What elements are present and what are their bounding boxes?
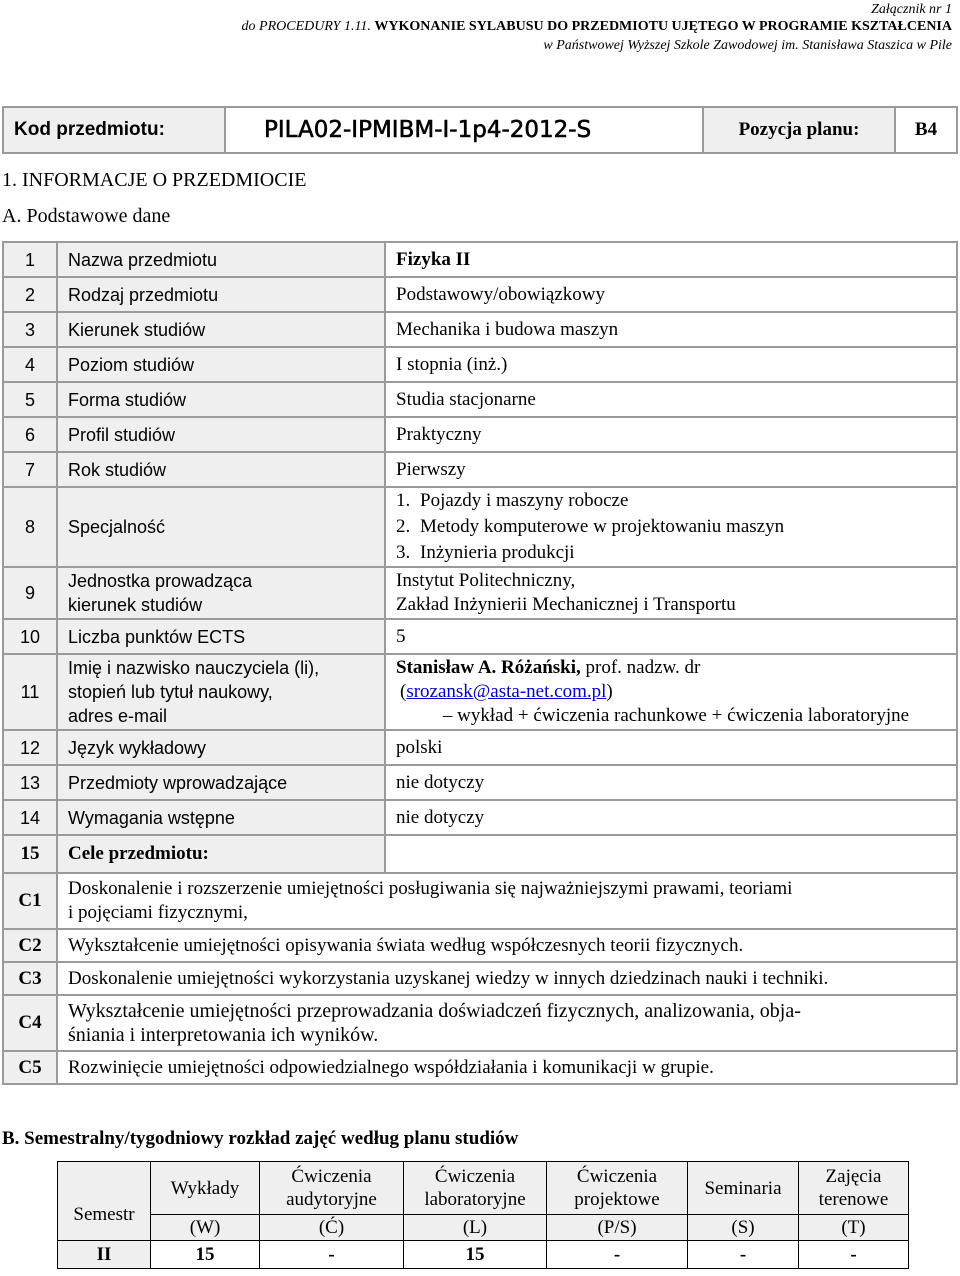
goal-row	[3, 995, 957, 1051]
list-item	[396, 488, 956, 514]
table-row	[3, 347, 957, 382]
course-code-value: PILA02-IPMIBM-I-1p4-2012-S	[225, 107, 703, 153]
table-row	[3, 312, 957, 347]
label-line: Imię i nazwisko nauczyciela (li),	[68, 658, 320, 678]
teacher-role: – wykład + ćwiczenia rachunkowe + ćwiczenia laboratoryjne	[442, 705, 910, 726]
row-value: nie dotyczy	[385, 800, 957, 835]
label-line: Jednostka prowadząca	[68, 571, 253, 591]
goal-text: Rozwinięcie umiejętności odpowiedzialnego współdziałania i komunikacji w grupie.	[57, 1051, 957, 1084]
table-row	[3, 800, 957, 835]
section-1-title: 1. INFORMACJE O PRZEDMIOCIE	[2, 169, 307, 191]
column-header	[404, 1162, 547, 1215]
abbrev-cell: (S)	[688, 1215, 799, 1241]
row-number: 4	[3, 347, 57, 382]
table-row	[3, 417, 957, 452]
row-label: Przedmioty wprowadzające	[57, 765, 385, 800]
label-line: adres e-mail	[68, 706, 168, 726]
row-value	[385, 567, 957, 619]
course-code-label: Kod przedmiotu:	[3, 107, 225, 153]
email-open: (	[400, 681, 407, 702]
column-header-line: Wykłady	[170, 1177, 240, 1199]
goal-code: C5	[3, 1051, 57, 1084]
teacher-title: prof. nadzw. dr	[580, 657, 701, 678]
abbrev-cell: (L)	[404, 1215, 547, 1241]
table-header-row	[58, 1162, 909, 1215]
column-header	[547, 1162, 688, 1215]
section-b-title: B. Semestralny/tygodniowy rozkład zajęć według planu studiów	[2, 1128, 519, 1149]
hours-cell: 15	[151, 1241, 260, 1269]
row-value: Mechanika i budowa maszyn	[385, 312, 957, 347]
goal-text-line: Doskonalenie i rozszerzenie umiejętności posługiwania się najważniejszymi prawami, teoriami	[68, 878, 793, 899]
column-header-line: Seminaria	[704, 1177, 782, 1199]
label-line: stopień lub tytuł naukowy,	[68, 682, 273, 702]
row-label: Specjalność	[57, 487, 385, 567]
table-row	[58, 1241, 909, 1269]
hours-cell: 15	[404, 1241, 547, 1269]
row-value: nie dotyczy	[385, 765, 957, 800]
attachment-label: Załącznik nr 1	[871, 2, 952, 17]
goal-text	[57, 995, 957, 1051]
semester-cell: II	[58, 1241, 151, 1269]
plan-position-value: B4	[895, 107, 957, 153]
row-value: Praktyczny	[385, 417, 957, 452]
table-row	[3, 487, 957, 567]
row-label	[57, 567, 385, 619]
goal-row	[3, 873, 957, 929]
column-header	[260, 1162, 404, 1215]
hours-cell: -	[688, 1241, 799, 1269]
goals-header-row	[3, 835, 957, 873]
goal-code: C2	[3, 929, 57, 962]
column-header-line: Ćwiczenia	[434, 1166, 516, 1187]
email-close: )	[606, 681, 613, 702]
row-label: Liczba punktów ECTS	[57, 619, 385, 654]
goal-text-line: śniania i interpretowania ich wyników.	[68, 1024, 379, 1046]
table-row	[3, 765, 957, 800]
row-value: I stopnia (inż.)	[385, 347, 957, 382]
course-code-table	[2, 106, 958, 154]
row-number: 9	[3, 567, 57, 619]
abbrev-row	[58, 1215, 909, 1241]
table-row	[3, 654, 957, 730]
abbrev-cell: (T)	[799, 1215, 909, 1241]
row-number: 11	[3, 654, 57, 730]
teacher-name: Stanisław A. Różański,	[396, 657, 581, 678]
institution-name: w Państwowej Wyższej Szkole Zawodowej im. Stanisława Staszica w Pile	[543, 38, 952, 53]
table-row	[3, 730, 957, 765]
goal-row	[3, 929, 957, 962]
table-row	[3, 242, 957, 277]
basic-data-table	[2, 241, 958, 1085]
table-row	[3, 567, 957, 619]
list-item-text: Pojazdy i maszyny robocze	[420, 490, 629, 511]
abbrev-cell: (P/S)	[547, 1215, 688, 1241]
row-number: 2	[3, 277, 57, 312]
procedure-title	[242, 17, 952, 36]
plan-position-label: Pozycja planu:	[703, 107, 895, 153]
goal-row	[3, 1051, 957, 1084]
row-number: 14	[3, 800, 57, 835]
goal-text-line: i pojęciami fizycznymi,	[68, 902, 248, 923]
hours-cell: -	[260, 1241, 404, 1269]
goal-code: C4	[3, 995, 57, 1051]
hours-cell: -	[799, 1241, 909, 1269]
row-label: Rok studiów	[57, 452, 385, 487]
row-number: 5	[3, 382, 57, 417]
goal-row	[3, 962, 957, 995]
table-row	[3, 452, 957, 487]
semester-column-header: Semestr	[58, 1162, 151, 1241]
row-number: 15	[3, 835, 57, 873]
row-number: 6	[3, 417, 57, 452]
row-label: Profil studiów	[57, 417, 385, 452]
row-label: Nazwa przedmiotu	[57, 242, 385, 277]
row-number: 1	[3, 242, 57, 277]
row-label	[57, 654, 385, 730]
goal-code: C3	[3, 962, 57, 995]
row-label: Poziom studiów	[57, 347, 385, 382]
semester-schedule-table	[57, 1161, 909, 1269]
abbrev-cell: (Ć)	[260, 1215, 404, 1241]
row-number: 8	[3, 487, 57, 567]
column-header-line: audytoryjne	[286, 1189, 377, 1210]
table-row	[3, 619, 957, 654]
goal-text-line: Wykształcenie umiejętności przeprowadzania doświadczeń fizycznych, analizowania, obja-	[68, 1000, 801, 1022]
row-value: Studia stacjonarne	[385, 382, 957, 417]
course-name-value: Fizyka II	[385, 242, 957, 277]
column-header-line: terenowe	[818, 1189, 889, 1210]
specialty-list	[385, 487, 957, 567]
column-header-line: laboratoryjne	[424, 1189, 526, 1210]
goal-text: Wykształcenie umiejętności opisywania świata według współczesnych teorii fizycznych.	[57, 929, 957, 962]
row-number: 10	[3, 619, 57, 654]
list-marker: 1.	[396, 490, 411, 511]
teacher-email-link[interactable]: srozansk@asta-net.com.pl	[406, 681, 607, 702]
list-item-text: Metody komputerowe w projektowaniu maszyn	[420, 516, 785, 537]
abbrev-cell: (W)	[151, 1215, 260, 1241]
column-header-line: Ćwiczenia	[291, 1166, 372, 1187]
list-marker: 3.	[396, 542, 411, 563]
value-line: Instytut Politechniczny,	[396, 570, 576, 591]
row-number: 13	[3, 765, 57, 800]
goal-code: C1	[3, 873, 57, 929]
list-item	[396, 514, 956, 540]
row-number: 12	[3, 730, 57, 765]
table-row	[3, 382, 957, 417]
column-header	[688, 1162, 799, 1215]
list-item	[396, 540, 956, 566]
procedure-number: do PROCEDURY 1.11.	[241, 19, 371, 34]
hours-cell: -	[547, 1241, 688, 1269]
row-label: Język wykładowy	[57, 730, 385, 765]
table-row	[3, 277, 957, 312]
goals-header-empty	[385, 835, 957, 873]
row-number: 3	[3, 312, 57, 347]
ects-value: 5	[385, 619, 957, 654]
goals-header-label: Cele przedmiotu:	[57, 835, 385, 873]
row-label: Forma studiów	[57, 382, 385, 417]
row-value: polski	[385, 730, 957, 765]
goal-text: Doskonalenie umiejętności wykorzystania uzyskanej wiedzy w innych dziedzinach nauki i techniki.	[57, 962, 957, 995]
section-a-title: A. Podstawowe dane	[2, 205, 171, 227]
row-label: Kierunek studiów	[57, 312, 385, 347]
column-header	[799, 1162, 909, 1215]
row-value: Podstawowy/obowiązkowy	[385, 277, 957, 312]
column-header-line: Zajęcia	[825, 1166, 882, 1187]
list-marker: 2.	[396, 516, 411, 537]
column-header-line: projektowe	[574, 1189, 660, 1210]
value-line: Zakład Inżynierii Mechanicznej i Transportu	[396, 594, 736, 615]
procedure-name: WYKONANIE SYLABUSU DO PRZEDMIOTU UJĘTEGO W PROGRAMIE KSZTAŁCENIA	[374, 19, 952, 34]
column-header-line: Ćwiczenia	[576, 1166, 658, 1187]
row-number: 7	[3, 452, 57, 487]
row-label: Rodzaj przedmiotu	[57, 277, 385, 312]
row-label: Wymagania wstępne	[57, 800, 385, 835]
teacher-info	[385, 654, 957, 730]
list-item-text: Inżynieria produkcji	[420, 542, 575, 563]
goal-text	[57, 873, 957, 929]
label-line: kierunek studiów	[68, 595, 203, 615]
row-value: Pierwszy	[385, 452, 957, 487]
column-header	[151, 1162, 260, 1215]
